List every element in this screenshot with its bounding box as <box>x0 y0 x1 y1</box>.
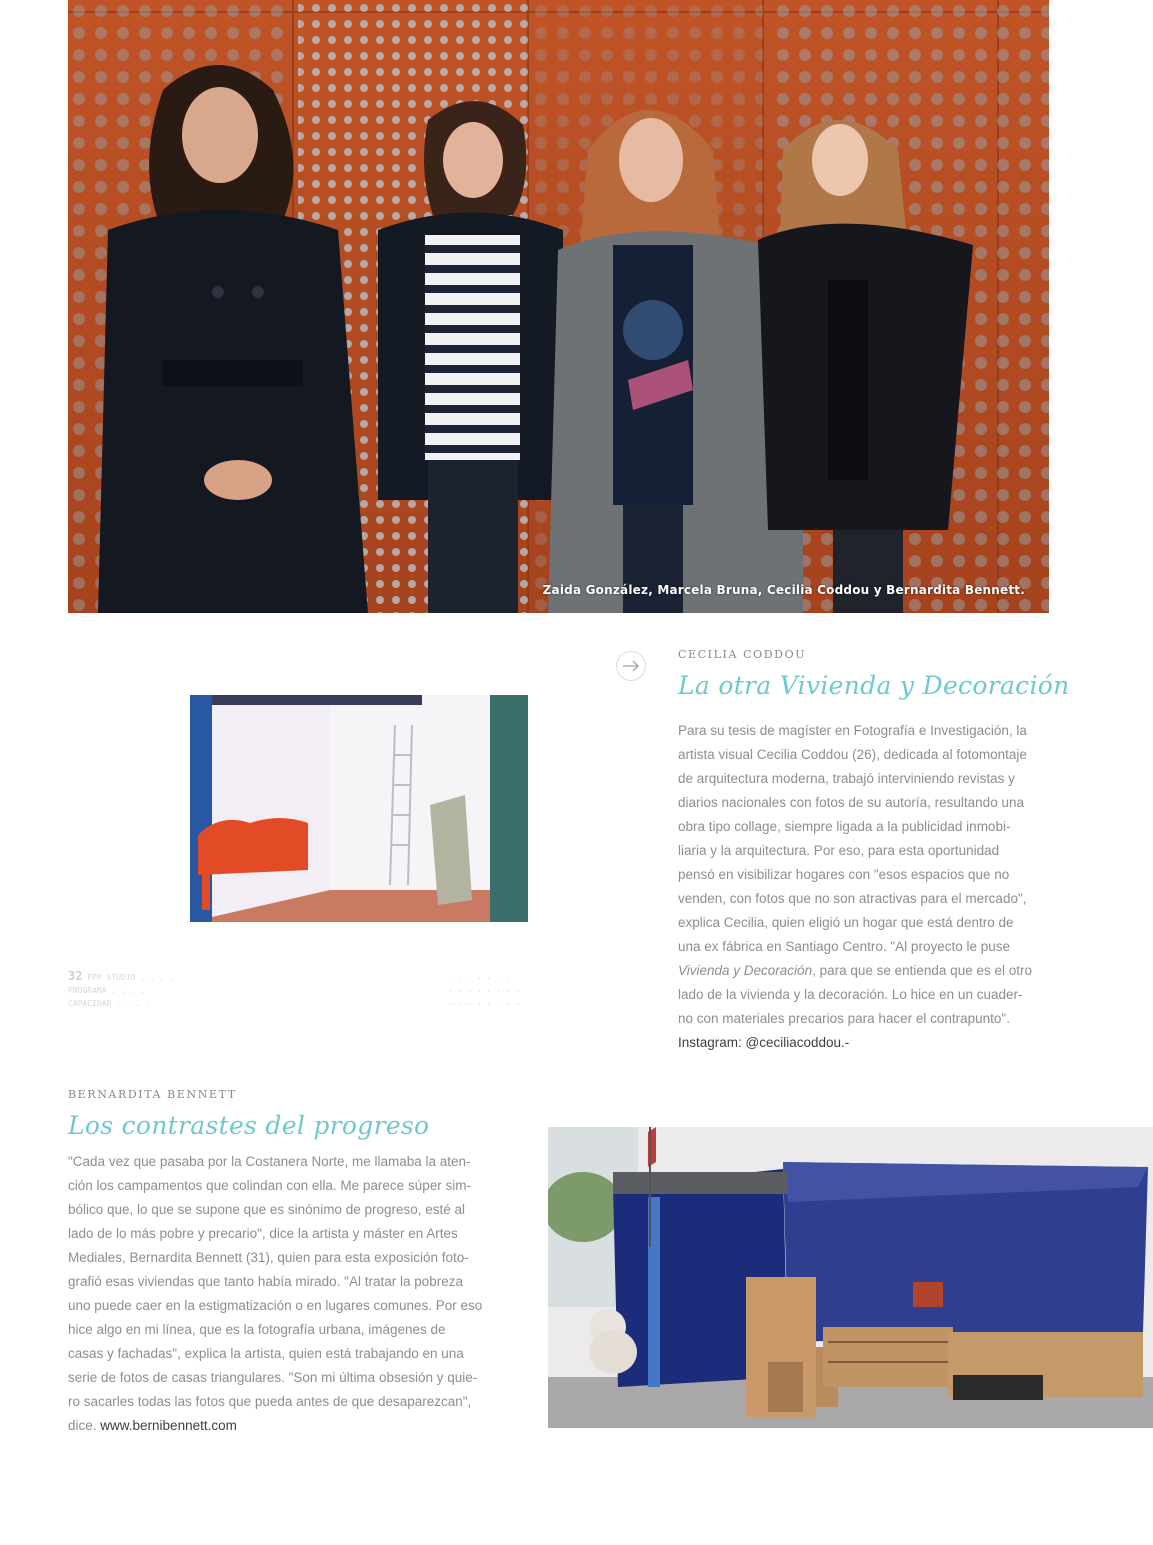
section-kicker: BERNARDITA BENNETT <box>68 1088 237 1101</box>
hero-caption: Zaida González, Marcela Bruna, Cecilia Coddou y Bernardita Bennett. <box>542 583 1025 597</box>
room-photo-illustration <box>190 695 528 922</box>
body-line: pensó en visibilizar hogares con "esos espacios que no <box>678 867 1010 882</box>
body-line: ro sacarles todas las fotos que pueda antes de que desaparezcan", <box>68 1394 472 1409</box>
section-title: La otra Vivienda y Decoración <box>678 671 1070 700</box>
section-body <box>68 1150 528 1438</box>
body-line: una ex fábrica en Santiago Centro. "Al proyecto le puse <box>678 939 1010 954</box>
hero-photo-illustration <box>68 0 1049 613</box>
section-kicker: CECILIA CODDOU <box>678 648 807 661</box>
credit-line: . . . . . . . . <box>448 998 521 1007</box>
italic-title: Vivienda y Decoración <box>678 963 813 978</box>
arrow-right-icon <box>616 651 646 681</box>
page-number: 32 <box>68 969 83 983</box>
body-line: lado de la vivienda y la decoración. Lo hice en un cuader- <box>678 987 1023 1002</box>
body-line: dice. www.bernibennett.com <box>68 1418 237 1433</box>
body-line: casas y fachadas", explica la artista, quien está trabajando en una <box>68 1346 464 1361</box>
credit-line: PPP STUDIO . . . . <box>87 973 174 982</box>
body-line: no con materiales precarios para hacer el contrapunto". <box>678 1011 1010 1026</box>
body-line: hice algo en mi línea, que es la fotografía urbana, imágenes de <box>68 1322 446 1337</box>
body-line: venden, con fotos que no son atractivas para el mercado", <box>678 891 1027 906</box>
body-line: ción los campamentos que colindan con ella. Me parece súper sim- <box>68 1178 471 1193</box>
photo-credits <box>68 970 588 1020</box>
body-line: serie de fotos de casas triangulares. "Son mi última obsesión y quie- <box>68 1370 478 1385</box>
body-line: lado de lo más pobre y precario", dice la artista y máster en Artes <box>68 1226 458 1241</box>
body-line: Mediales, Bernardita Bennett (31), quien para esta exposición foto- <box>68 1250 469 1265</box>
credit-line: CAPACIDAD . . . . <box>68 999 150 1008</box>
body-line: diarios nacionales con fotos de su autoría, resultando una <box>678 795 1024 810</box>
credit-line: . . . . . . . <box>448 972 511 981</box>
body-line: Vivienda y Decoración, para que se entienda que es el otro <box>678 963 1032 978</box>
body-line: de arquitectura moderna, trabajó interviniendo revistas y <box>678 771 1015 786</box>
camp-photo-illustration <box>548 1127 1153 1428</box>
room-photo <box>190 695 528 922</box>
instagram-handle[interactable]: Instagram: @ceciliacoddou.- <box>678 1035 850 1050</box>
body-line: "Cada vez que pasaba por la Costanera Norte, me llamaba la aten- <box>68 1154 471 1169</box>
section-body <box>678 719 1058 1055</box>
website-link[interactable]: www.bernibennett.com <box>100 1418 237 1433</box>
body-line: uno puede caer en la estigmatización o en lugares comunes. Por eso <box>68 1298 483 1313</box>
body-line: obra tipo collage, siempre ligada a la publicidad inmobi- <box>678 819 1011 834</box>
body-line: artista visual Cecilia Coddou (26), dedicada al fotomontaje <box>678 747 1027 762</box>
credit-line: . . . . . . . . <box>448 985 521 994</box>
camp-photo <box>548 1127 1153 1428</box>
body-line: explica Cecilia, quien eligió un hogar que está dentro de <box>678 915 1014 930</box>
hero-photo <box>68 0 1049 613</box>
body-line: grafió esas viviendas que tanto había mirado. "Al tratar la pobreza <box>68 1274 464 1289</box>
body-line: Para su tesis de magíster en Fotografía e Investigación, la <box>678 723 1027 738</box>
body-line: bólico que, lo que se supone que es sinónimo de progreso, esté al <box>68 1202 466 1217</box>
body-line: liaria y la arquitectura. Por eso, para esta oportunidad <box>678 843 1000 858</box>
section-title: Los contrastes del progreso <box>68 1111 430 1140</box>
credit-line: PROGRAMA . . . . <box>68 986 146 995</box>
